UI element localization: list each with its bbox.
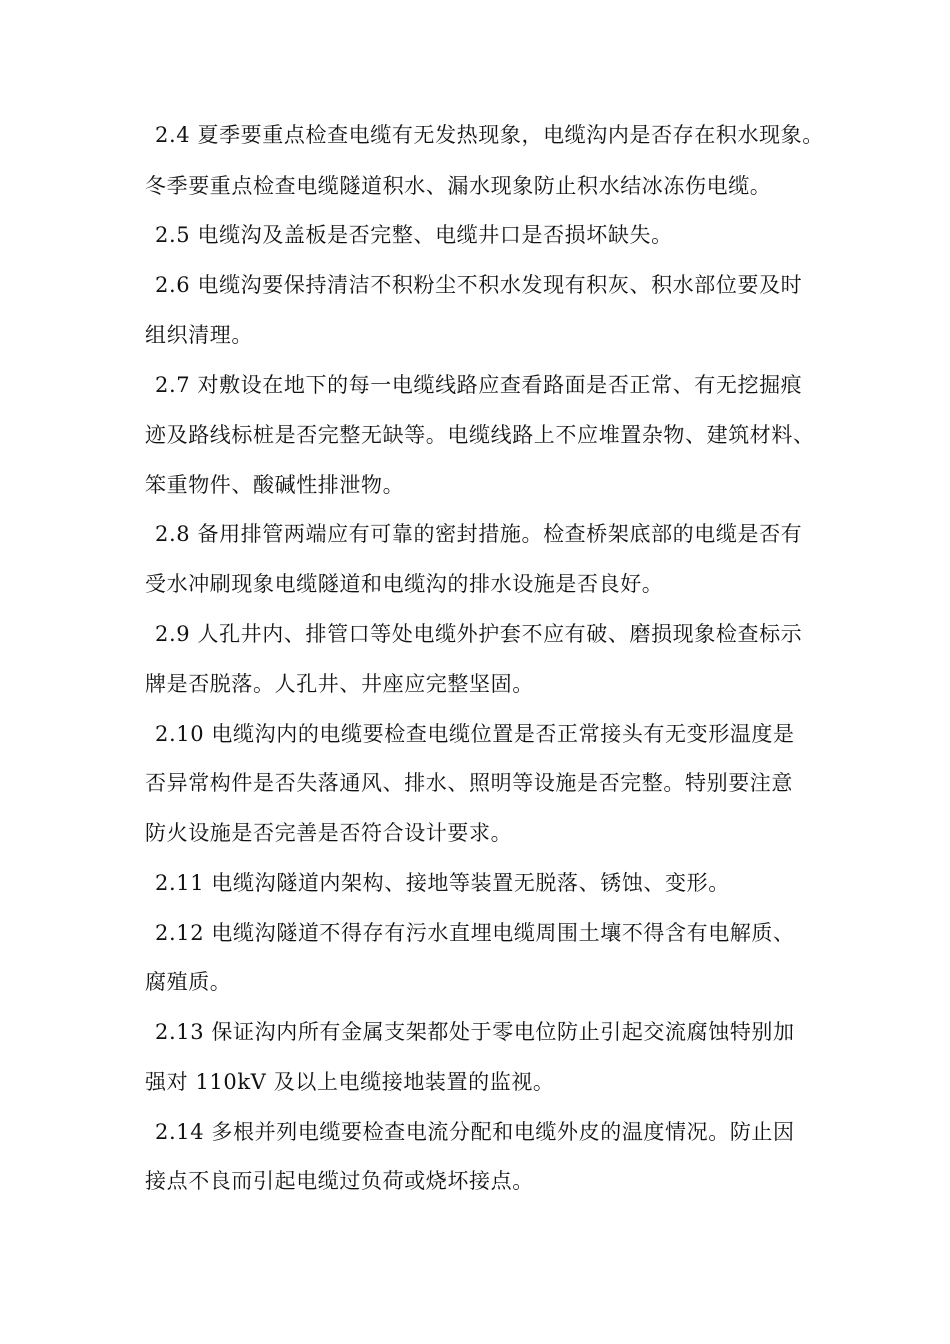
text-line: 2.14 多根并列电缆要检查电流分配和电缆外皮的温度情况。防止因 (155, 1120, 795, 1144)
text-line: 2.6 电缆沟要保持清洁不积粉尘不积水发现有积灰、积水部位要及时 (155, 273, 803, 297)
text-line: 强对 110kV 及以上电缆接地装置的监视。 (145, 1070, 555, 1094)
text-line: 2.10 电缆沟内的电缆要检查电缆位置是否正常接头有无变形温度是 (155, 722, 795, 746)
text-line: 2.9 人孔井内、排管口等处电缆外护套不应有破、磨损现象检查标示 (155, 622, 803, 646)
text-line: 否异常构件是否失落通风、排水、照明等设施是否完整。特别要注意 (145, 771, 793, 795)
text-line: 受水冲刷现象电缆隧道和电缆沟的排水设施是否良好。 (145, 572, 664, 596)
text-line: 腐殖质。 (145, 970, 232, 994)
text-line: 2.12 电缆沟隧道不得存有污水直埋电缆周围土壤不得含有电解质、 (155, 921, 795, 945)
text-line: 迹及路线标桩是否完整无缺等。电缆线路上不应堆置杂物、建筑材料、 (145, 423, 815, 447)
text-line: 2.4 夏季要重点检查电缆有无发热现象，电缆沟内是否存在积水现象。 (155, 123, 824, 147)
text-line: 接点不良而引起电缆过负荷或烧坏接点。 (145, 1169, 534, 1193)
text-line: 笨重物件、酸碱性排泄物。 (145, 473, 405, 497)
text-line: 2.7 对敷设在地下的每一电缆线路应查看路面是否正常、有无挖掘痕 (155, 373, 803, 397)
text-line: 冬季要重点检查电缆隧道积水、漏水现象防止积水结冰冻伤电缆。 (145, 174, 772, 198)
text-line: 2.13 保证沟内所有金属支架都处于零电位防止引起交流腐蚀特别加 (155, 1020, 795, 1044)
text-line: 2.5 电缆沟及盖板是否完整、电缆井口是否损坏缺失。 (155, 223, 673, 247)
text-line: 防火设施是否完善是否符合设计要求。 (145, 821, 513, 845)
text-line: 2.11 电缆沟隧道内架构、接地等装置无脱落、锈蚀、变形。 (155, 871, 730, 895)
text-line: 组织清理。 (145, 323, 253, 347)
text-line: 牌是否脱落。人孔井、井座应完整坚固。 (145, 672, 534, 696)
text-line: 2.8 备用排管两端应有可靠的密封措施。检查桥架底部的电缆是否有 (155, 522, 803, 546)
